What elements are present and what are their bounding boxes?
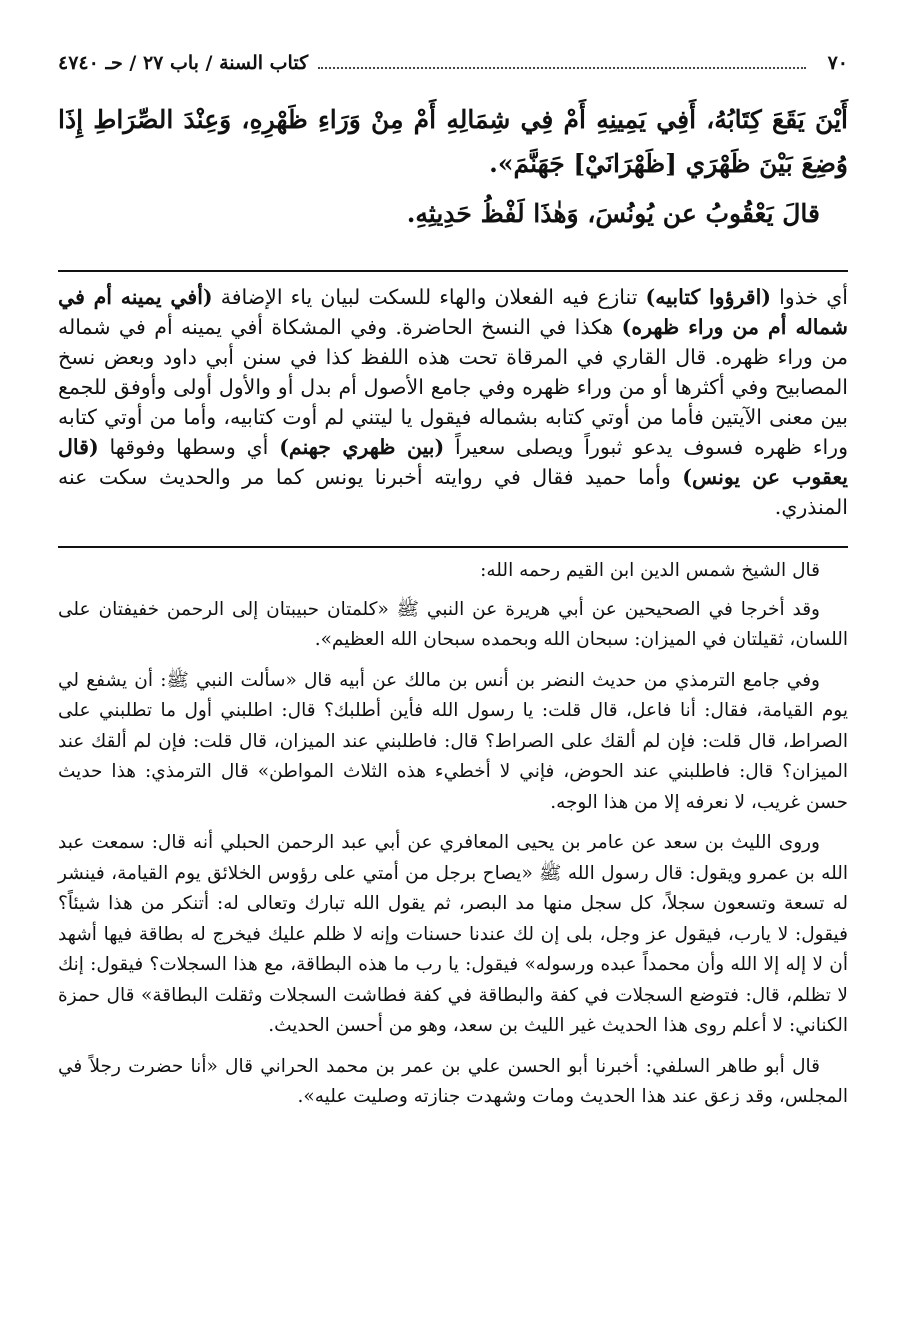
hadith-text: أَيْنَ يَقَعَ كِتَابُهُ، أَفِي يَمِينِهِ أَمْ فِي شِمَالِهِ أَمْ مِنْ وَرَاءِ ظَهْرِهِ، وَعِنْدَ الصِّرَاطِ إِذَا وُضِعَ بَيْنَ ظَهْرَي [ظَهْرَانَيْ] جَهَنَّمَ».	[58, 105, 848, 178]
commentary-lemma: (قال يعقوب عن يونس)	[58, 435, 848, 489]
commentary-text: وأما حميد فقال في روايته أخبرنا يونس كما مر والحديث سكت عنه المنذري.	[58, 465, 848, 519]
running-title: كتاب السنة / باب ٢٧ / حـ ٤٧٤٠	[58, 52, 309, 74]
commentary-lemma: (بين ظهري جهنم)	[279, 435, 445, 459]
tahdhib-paragraph: وقد أخرجا في الصحيحين عن أبي هريرة عن النبي ﷺ «كلمتان حبيبتان إلى الرحمن خفيفتان على اللسان، ثقيلتان في الميزان: سبحان الله وبحمده سبحان الله العظيم».	[58, 598, 848, 650]
section-divider	[58, 270, 848, 272]
running-header	[58, 52, 848, 86]
tahdhib-paragraph: وفي جامع الترمذي من حديث النضر بن أنس بن مالك عن أبيه قال «سألت النبي ﷺ: أن يشفع لي يوم القيامة، فقال: أنا فاعل، قال قلت: يا رسول الله فأين أطلبك؟ قال: اطلبني أول ما تطلبني على الصراط، قال قلت: فإن لم ألقك على الصراط؟ قال: فاطلبني عند الميزان، قال قلت: فإن لم ألقك عند الميزان؟ قال: فاطلبني عند الحوض، فإني لا أخطيء هذه الثلاث المواطن» قال الترمذي: هذا حديث حسن غريب، لا نعرفه إلا من هذا الوجه.	[58, 669, 848, 813]
commentary-paragraph	[58, 282, 848, 522]
commentary-text: أي وسطها وفوقها	[109, 435, 269, 459]
section-divider	[58, 546, 848, 548]
page	[58, 52, 848, 1123]
page-number: ٧٠	[827, 52, 848, 74]
tahdhib-paragraph: قال أبو طاهر السلفي: أخبرنا أبو الحسن علي بن عمر بن محمد الحراني قال «أنا حضرت رجلاً في المجلس، وقد زعق عند هذا الحديث ومات وشهدت جنازته وصليت عليه».	[58, 1055, 848, 1107]
commentary-text: هكذا في النسخ الحاضرة. وفي المشكاة أفي يمينه أم في شماله من وراء ظهره. قال القاري في المرقاة تحت هذه اللفظ كذا في سنن أبي داود وبعض نسخ المصابيح وفي أكثرها أو من وراء ظهره وفي جامع الأصول أم بدل أو والأول أولى وأوفق للجمع بين معنى الآيتين فأما من أوتي كتابه بشماله فيقول يا ليتني لم أوت كتابيه، وأما من أوتي كتابه وراء ظهره فسوف يدعو ثبوراً ويصلى سعيراً	[58, 315, 848, 459]
tahdhib-block	[58, 556, 848, 1113]
commentary-text: تنازع فيه الفعلان والهاء للسكت لبيان ياء الإضافة	[220, 285, 638, 309]
commentary-text: أي خذوا	[779, 285, 848, 309]
header-dotted-leader	[318, 67, 805, 69]
hadith-note: قالَ يَعْقُوبُ عن يُونُسَ، وَهٰذَا لَفْظُ حَدِيثِهِ.	[406, 199, 820, 228]
tahdhib-paragraph: وروى الليث بن سعد عن عامر بن يحيى المعافري عن أبي عبد الرحمن الحبلي أنه قال: سمعت عبد الله بن عمرو ويقول: قال رسول الله ﷺ «يصاح برجل من أمتي على رؤوس الخلائق يوم القيامة، فينشر له تسعة وتسعون سجلاً، كل سجل منها مد البصر، ثم يقول الله تبارك وتعالى له: أتنكر من هذا شيئاً؟ فيقول: لا يارب، فيقول عز وجل، بلى إن لك عندنا حسنات وإنه لا ظلم عليك فيخرج له بطاقة فيها أشهد أن لا إله إلا الله وأن محمداً عبده ورسوله» فيقول: يا رب ما هذه البطاقة، مع هذا السجلات؟ فيقول: إنك لا تظلم، قال: فتوضع السجلات في كفة والبطاقة في كفة فطاشت السجلات وثقلت البطاقة» قال حمزة الكناني: لا أعلم روى هذا الحديث غير الليث بن سعد، وهو من أحسن الحديث.	[58, 832, 848, 1036]
commentary-lemma: (اقرؤوا كتابيه)	[645, 285, 771, 309]
commentary-block	[58, 282, 848, 522]
tahdhib-heading: قال الشيخ شمس الدين ابن القيم رحمه الله:	[480, 560, 820, 581]
commentary-lemma: (أفي يمينه أم في شماله أم من وراء ظهره)	[58, 285, 848, 339]
